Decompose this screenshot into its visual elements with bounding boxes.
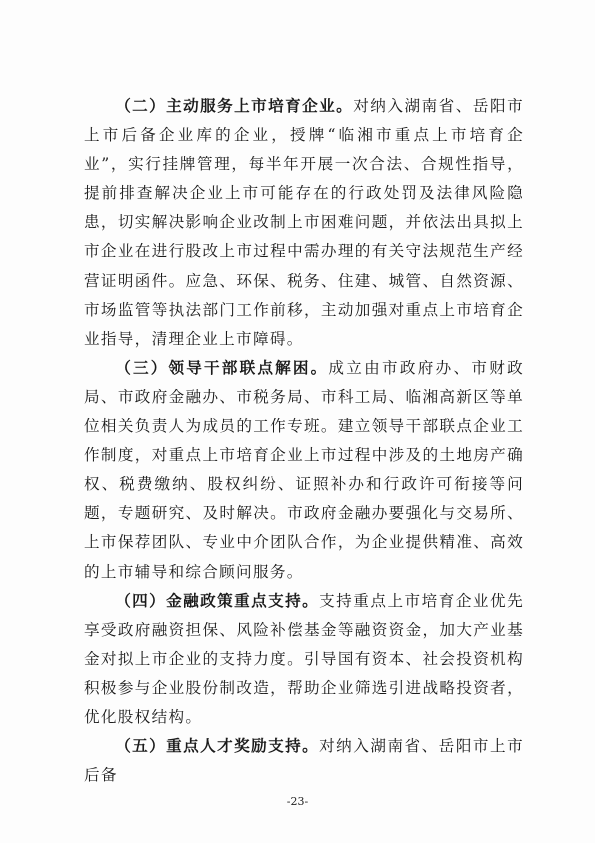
paragraph-text: 对纳入湖南省、岳阳市上市后备企业库的企业，授牌“临湘市重点上市培育企业”，实行挂牌管理，每半年开展一次合法、合规性指导，提前排查解决企业上市可能存在的行政处罚及法律风险隐患，切实解决影响企业改制上市困难问题，并依法出具拟上市企业在进行股改上市过程中需办理的有关守法规范生产经营证明函件。应急、环保、税务、住建、城管、自然资源、市场监管等执法部门工作前移，主动加强对重点上市培育企业指导，清理企业上市障碍。 xyxy=(84,97,524,348)
section-heading: （三）领导干部联点解困。 xyxy=(115,358,329,377)
paragraph-text: 对纳入湖南省、岳阳市上市后备 xyxy=(84,737,524,785)
page-number: -23- xyxy=(286,795,309,808)
paragraph-text: 成立由市政府办、市财政局、市政府金融办、市税务局、市科工局、临湘高新区等单位相关负责人为成员的工作专班。建立领导干部联点企业工作制度，对重点上市培育企业上市过程中涉及的土地房产确权、税费缴纳、股权纠纷、证照补办和行政许可衔接等问题，专题研究、及时解决。市政府金融办要强化与交易所、上市保荐团队、专业中介团队合作，为企业提供精准、高效的上市辅导和综合顾问服务。 xyxy=(84,358,524,581)
section-heading: （四）金融政策重点支持。 xyxy=(115,591,320,610)
paragraph-text: 支持重点上市培育企业优先享受政府融资担保、风险补偿基金等融资资金，加大产业基金对拟上市企业的支持力度。引导国有资本、社会投资机构积极参与企业股份制改造，帮助企业筛选引进战略投资者，优化股权结构。 xyxy=(84,591,524,726)
section-heading: （五）重点人才奖励支持。 xyxy=(115,737,320,756)
paragraph-section-2 xyxy=(84,92,524,354)
paragraph-section-5 xyxy=(84,732,524,790)
paragraph-section-4 xyxy=(84,587,524,732)
section-heading: （二）主动服务上市培育企业。 xyxy=(115,97,354,115)
paragraph-section-3 xyxy=(84,354,524,587)
document-body xyxy=(84,92,524,790)
